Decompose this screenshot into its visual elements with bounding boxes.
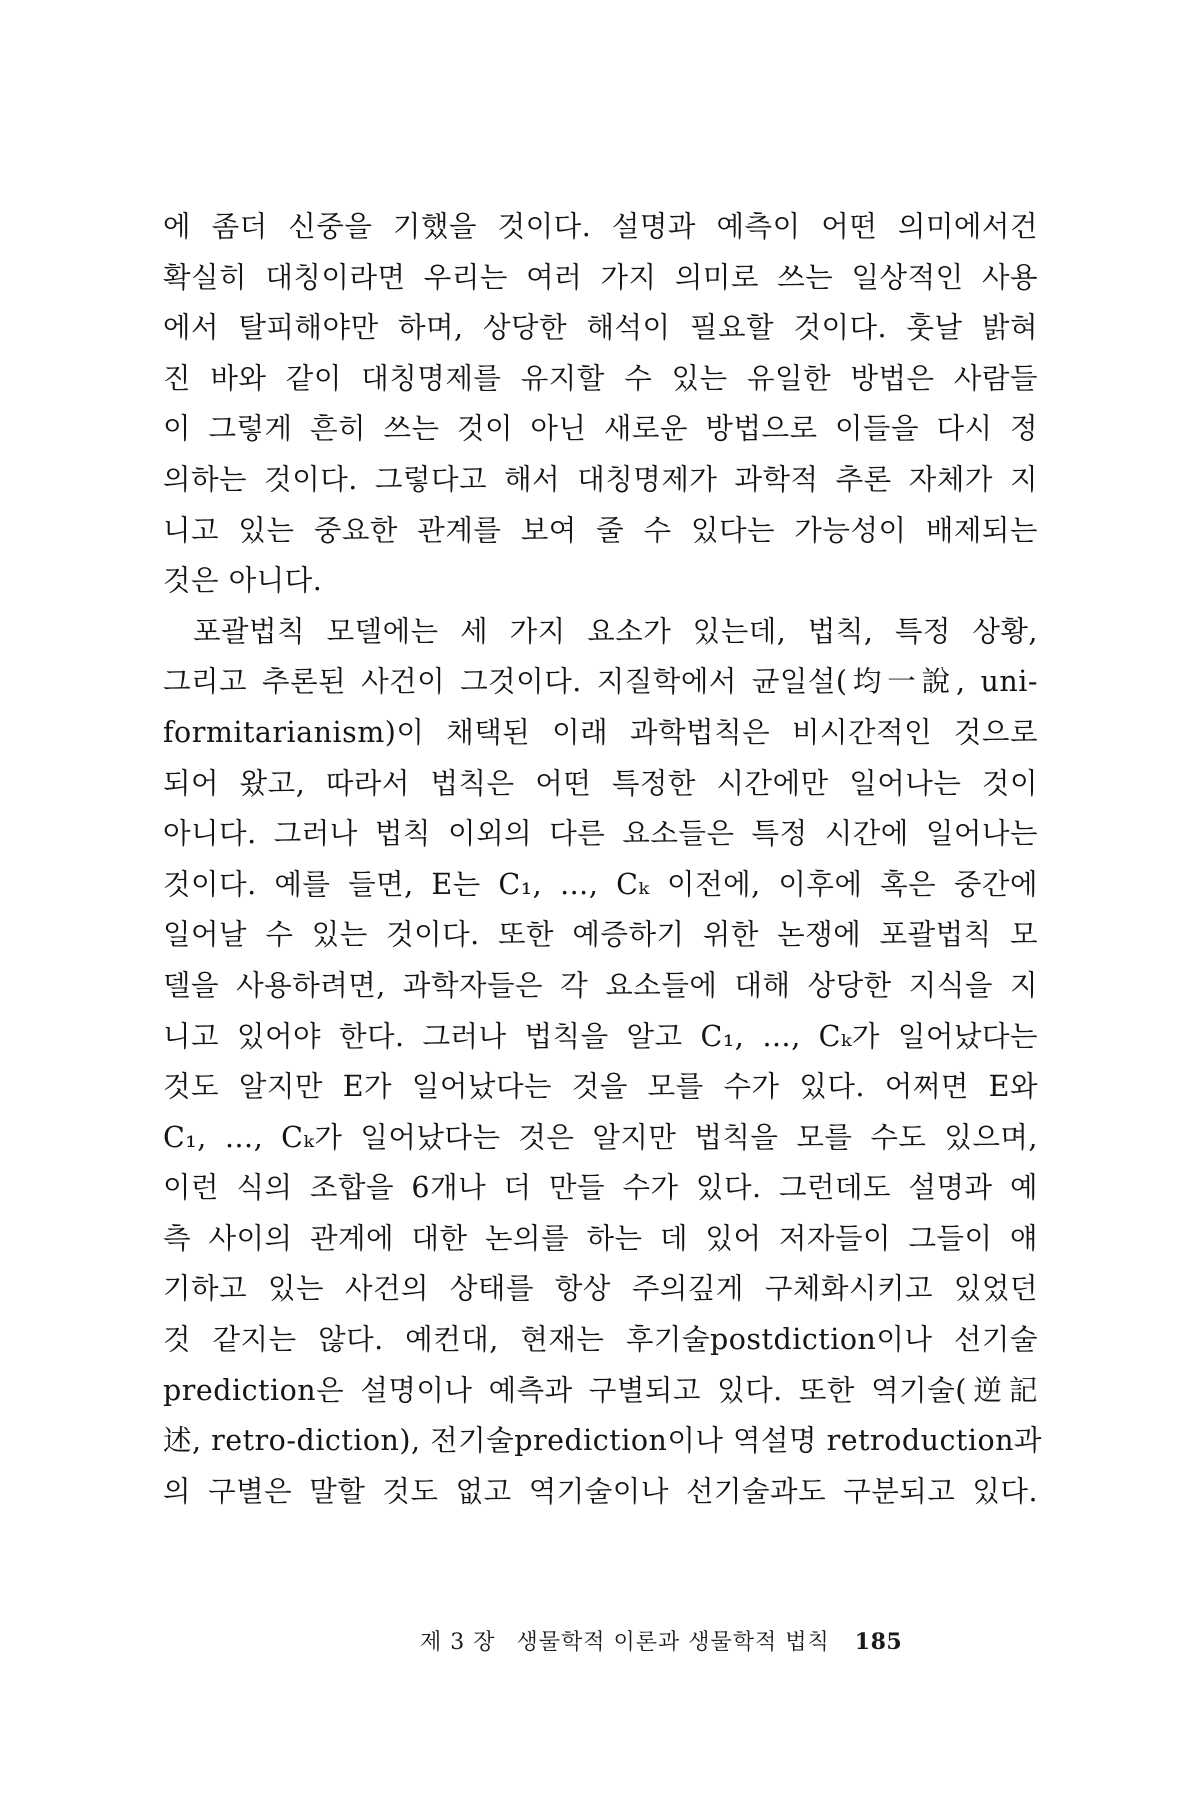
text-line: 진 바와 같이 대칭명제를 유지할 수 있는 유일한 방법은 사람들 — [163, 361, 1038, 395]
text-line: 델을 사용하려면, 과학자들은 각 요소들에 대해 상당한 지식을 지 — [163, 968, 1038, 1002]
text-line: 의하는 것이다. 그렇다고 해서 대칭명제가 과학적 추론 자체가 지 — [163, 462, 1038, 496]
text-line: 의 구별은 말할 것도 없고 역기술이나 선기술과도 구분되고 있다. — [163, 1474, 1038, 1508]
text-line: 것이다. 예를 들면, E는 C₁, …, Cₖ 이전에, 이후에 혹은 중간에 — [163, 867, 1038, 901]
paragraph-start-line: 포괄법칙 모델에는 세 가지 요소가 있는데, 법칙, 특정 상황, — [193, 614, 1038, 648]
text-line: 에 좀더 신중을 기했을 것이다. 설명과 예측이 어떤 의미에서건 — [163, 210, 1038, 243]
paragraph-end-line: 것은 아니다. — [163, 564, 323, 598]
text-line: C₁, …, Cₖ가 일어났다는 것은 알지만 법칙을 모를 수도 있으며, — [163, 1120, 1038, 1154]
text-line: 확실히 대칭이라면 우리는 여러 가지 의미로 쓰는 일상적인 사용 — [163, 260, 1038, 294]
text-line: 기하고 있는 사건의 상태를 항상 주의깊게 구체화시키고 있었던 — [163, 1272, 1038, 1306]
text-line: 일어날 수 있는 것이다. 또한 예증하기 위한 논쟁에 포괄법칙 모 — [163, 918, 1038, 952]
text-line: formitarianism)이 채택된 이래 과학법칙은 비시간적인 것으로 — [163, 715, 1038, 749]
text-line: 되어 왔고, 따라서 법칙은 어떤 특정한 시간에만 일어나는 것이 — [163, 766, 1038, 800]
running-footer — [420, 1626, 1000, 1659]
body-text — [163, 202, 1043, 1517]
text-line: prediction은 설명이나 예측과 구별되고 있다. 또한 역기술(逆記 — [163, 1373, 1038, 1407]
text-line: 述, retro-diction), 전기술prediction이나 역설명 retroduction과 — [163, 1424, 1043, 1458]
text-line: 이 그렇게 흔히 쓰는 것이 아닌 새로운 방법으로 이들을 다시 정 — [163, 412, 1038, 446]
text-line: 아니다. 그러나 법칙 이외의 다른 요소들은 특정 시간에 일어나는 — [163, 817, 1038, 851]
text-line: 것도 알지만 E가 일어났다는 것을 모를 수가 있다. 어쩌면 E와 — [163, 1070, 1038, 1104]
text-line: 니고 있는 중요한 관계를 보여 줄 수 있다는 가능성이 배제되는 — [163, 513, 1038, 547]
text-line: 그리고 추론된 사건이 그것이다. 지질학에서 균일설(均一說, uni- — [163, 665, 1038, 699]
text-line: 니고 있어야 한다. 그러나 법칙을 알고 C₁, …, Cₖ가 일어났다는 — [163, 1019, 1038, 1053]
text-line: 것 같지는 않다. 예컨대, 현재는 후기술postdiction이나 선기술 — [163, 1323, 1038, 1357]
text-line: 에서 탈피해야만 하며, 상당한 해석이 필요할 것이다. 훗날 밝혀 — [163, 311, 1038, 345]
chapter-label: 제 3 장 — [420, 1630, 496, 1655]
chapter-title: 생물학적 이론과 생물학적 법칙 — [516, 1630, 830, 1655]
page-number: 185 — [854, 1629, 903, 1655]
text-line: 이런 식의 조합을 6개나 더 만들 수가 있다. 그런데도 설명과 예 — [163, 1171, 1038, 1205]
text-line: 측 사이의 관계에 대한 논의를 하는 데 있어 저자들이 그들이 얘 — [163, 1221, 1038, 1255]
